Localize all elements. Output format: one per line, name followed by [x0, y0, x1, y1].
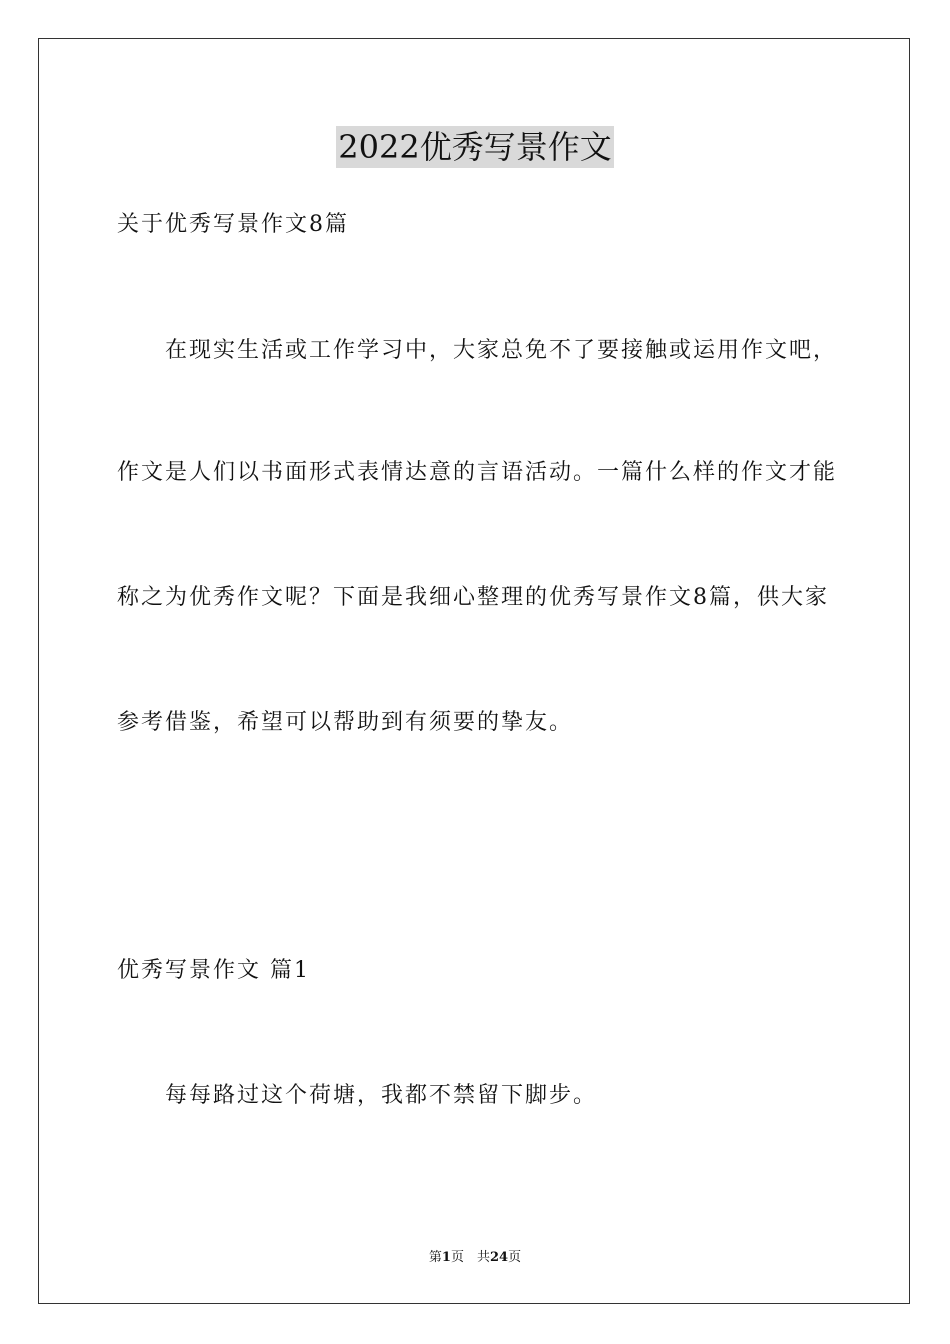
document-title: 2022优秀写景作文	[338, 128, 612, 166]
section-first-line: 每每路过这个荷塘，我都不禁留下脚步。	[165, 1083, 598, 1108]
footer-total-pages: 24	[489, 1250, 509, 1265]
footer-prefix: 第	[428, 1250, 442, 1265]
page-footer	[0, 1246, 950, 1265]
title-container	[0, 126, 950, 168]
footer-current-page: 1	[441, 1250, 451, 1265]
intro-line-2: 作文是人们以书面形式表情达意的言语活动。一篇什么样的作文才能	[117, 460, 838, 485]
document-subtitle: 关于优秀写景作文8篇	[117, 212, 349, 237]
footer-suffix: 页	[508, 1250, 522, 1265]
intro-line-1: 在现实生活或工作学习中，大家总免不了要接触或运用作文吧，	[165, 338, 838, 363]
footer-mid: 页 共	[450, 1250, 490, 1265]
section-heading: 优秀写景作文 篇1	[117, 958, 310, 983]
intro-line-4: 参考借鉴，希望可以帮助到有须要的挚友。	[117, 710, 574, 735]
intro-line-3: 称之为优秀作文呢？下面是我细心整理的优秀写景作文8篇，供大家	[117, 585, 829, 610]
